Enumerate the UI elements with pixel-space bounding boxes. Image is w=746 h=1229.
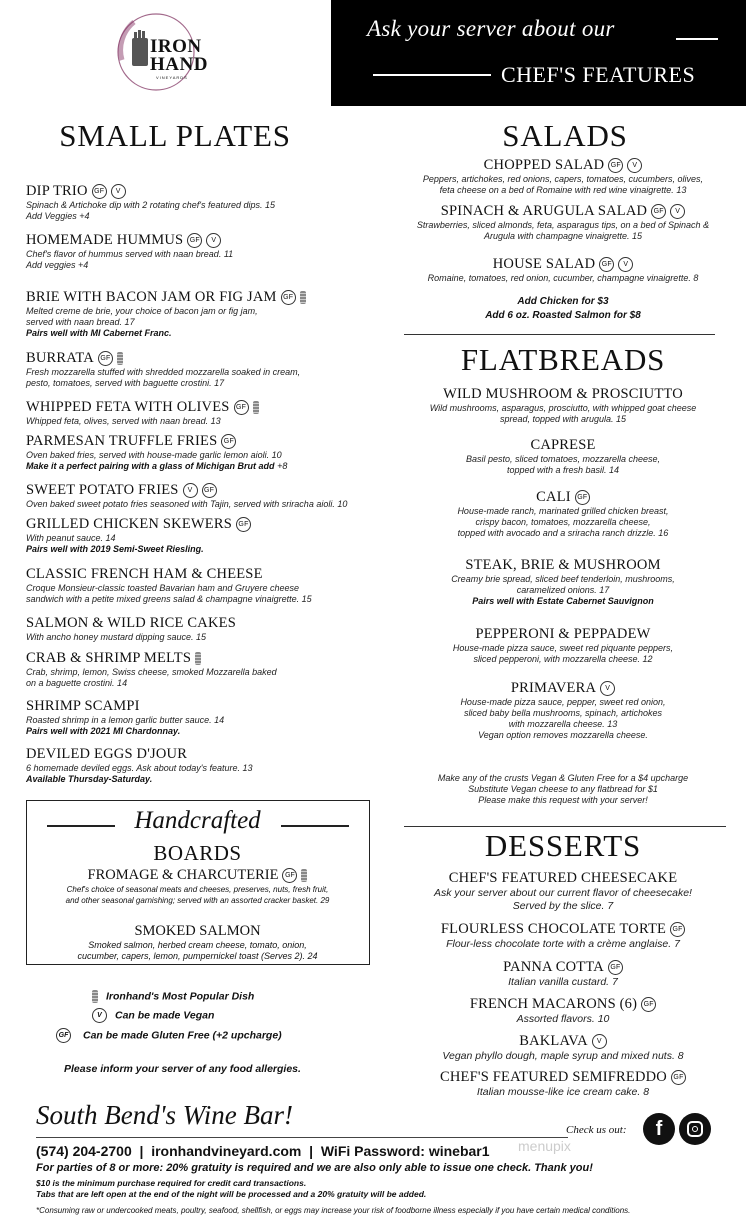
logo-line-3: VINEYARDS (156, 75, 188, 80)
gluten-free-icon: GF (575, 490, 590, 505)
instagram-icon[interactable] (679, 1113, 711, 1145)
gluten-free-icon: GF (56, 1028, 71, 1043)
item-desc: Arugula with champagne vinaigrette. 15 (483, 231, 643, 241)
item-desc: with mozzarella cheese. 13 (508, 719, 618, 729)
menu-item (26, 615, 356, 643)
item-desc: on a baguette crostini. 14 (26, 678, 128, 688)
menu-item (400, 870, 726, 913)
item-name: GRILLED CHICKEN SKEWERS (26, 516, 232, 532)
gluten-free-icon: GF (651, 204, 666, 219)
item-name: HOUSE SALAD (492, 256, 596, 272)
vegan-icon: V (600, 681, 615, 696)
banner-rule (373, 74, 491, 76)
addon-chicken: Add Chicken for $3 (517, 296, 609, 307)
item-name: PANNA COTTA (503, 959, 604, 975)
item-desc: Melted creme de brie, your choice of bacon jam or fig jam, (26, 306, 258, 316)
gluten-free-icon: GF (282, 868, 297, 883)
item-desc: Vegan option removes mozzarella cheese. (478, 730, 648, 740)
item-name: PRIMAVERA (510, 680, 597, 696)
item-desc: Peppers, artichokes, red onions, capers, tomatoes, cucumbers, olives, (422, 174, 704, 184)
gluten-free-icon: GF (599, 257, 614, 272)
gluten-free-icon: GF (221, 434, 236, 449)
boards-title: BOARDS (153, 841, 242, 865)
item-name: PARMESAN TRUFFLE FRIES (26, 433, 218, 449)
section-divider (404, 334, 715, 335)
boards-box (26, 800, 370, 965)
gluten-free-icon: GF (641, 997, 656, 1012)
item-desc: House-made pizza sauce, pepper, sweet red onion, (460, 697, 666, 707)
item-desc: Assorted flavors. 10 (516, 1013, 610, 1025)
banner-rule (676, 38, 718, 40)
item-desc: spread, topped with arugula. 15 (499, 414, 627, 424)
item-name: DIP TRIO (26, 183, 88, 199)
item-desc: With peanut sauce. 14 (26, 533, 116, 543)
gluten-free-icon: GF (608, 158, 623, 173)
item-name: SWEET POTATO FRIES (26, 482, 179, 498)
boards-title-script: Handcrafted (134, 807, 261, 834)
item-desc: Italian mousse-like ice cream cake. 8 (476, 1086, 650, 1098)
popular-dish-icon (92, 990, 98, 1003)
item-desc: served with naan bread. 17 (26, 317, 135, 327)
consumption-warning: *Consuming raw or undercooked meats, poultry, seafood, shellfish, or eggs may increase your risk of foodborne illness especially if you have certain medical conditions. (36, 1206, 631, 1215)
gluten-free-icon: GF (202, 483, 217, 498)
item-name: FLOURLESS CHOCOLATE TORTE (440, 921, 667, 937)
menu-item (26, 482, 356, 510)
popular-dish-icon (117, 352, 123, 365)
item-desc: House-made pizza sauce, sweet red piquante peppers, (452, 643, 674, 653)
item-desc: Chef's choice of seasonal meats and cheeses, preserves, nuts, fresh fruit, (66, 885, 329, 894)
vegan-icon: V (592, 1034, 607, 1049)
menu-item (26, 399, 356, 427)
menu-item (26, 289, 356, 339)
item-name: HOMEMADE HUMMUS (26, 232, 184, 248)
tagline: South Bend's Wine Bar! (36, 1100, 293, 1130)
item-pairing: Pairs well with 2019 Semi-Sweet Riesling. (26, 544, 204, 554)
gluten-free-icon: GF (671, 1070, 686, 1085)
contact-line: (574) 204-2700 | ironhandvineyard.com | WiFi Password: winebar1 (36, 1143, 490, 1159)
menu-item (400, 256, 726, 284)
salad-addons (400, 295, 726, 323)
menu-item (400, 1069, 726, 1099)
menu-item (400, 959, 726, 989)
popular-dish-icon (253, 401, 259, 414)
legend-gf (56, 1028, 282, 1043)
item-name: STEAK, BRIE & MUSHROOM (465, 557, 661, 573)
ironhand-logo (112, 8, 222, 92)
flatbread-note: Substitute Vegan cheese to any flatbread for $1 (468, 784, 658, 794)
item-desc: sandwich with a petite mixed greens salad & champagne vinaigrette. 15 (26, 594, 312, 604)
popular-dish-icon (301, 869, 307, 882)
item-name: CHOPPED SALAD (483, 157, 605, 173)
item-desc: Add veggies +4 (26, 260, 89, 270)
gluten-free-icon: GF (608, 960, 623, 975)
item-desc: feta cheese on a bed of Romaine with red wine vinaigrette. 13 (439, 185, 687, 195)
gluten-free-icon: GF (236, 517, 251, 532)
banner-line-1: Ask your server about our (367, 16, 615, 41)
menu-item (400, 203, 726, 242)
legend-popular-text: Ironhand's Most Popular Dish (106, 990, 255, 1003)
item-desc: Strawberries, sliced almonds, feta, asparagus tips, on a bed of Spinach & (416, 220, 710, 230)
menu-item (400, 437, 726, 476)
menu-item (26, 183, 356, 222)
item-name: CHEF'S FEATURED CHEESECAKE (448, 870, 678, 886)
menu-item (400, 1033, 726, 1063)
vegan-icon: V (618, 257, 633, 272)
menu-item (26, 566, 356, 605)
item-name: BRIE WITH BACON JAM OR FIG JAM (26, 289, 277, 305)
item-name: CALI (536, 489, 571, 505)
menu-item (26, 698, 356, 737)
item-pairing: Make it a perfect pairing with a glass of Michigan Brut add (26, 461, 275, 471)
item-desc: Whipped feta, olives, served with naan bread. 13 (26, 416, 221, 426)
item-name: CAPRESE (530, 437, 596, 453)
menu-item (400, 996, 726, 1026)
popular-dish-icon (300, 291, 306, 304)
item-name: CHEF'S FEATURED SEMIFREDDO (440, 1069, 667, 1085)
menu-item (400, 921, 726, 951)
item-desc: Roasted shrimp in a lemon garlic butter sauce. 14 (26, 715, 225, 725)
section-divider (404, 826, 726, 827)
item-desc: Flour-less chocolate torte with a crème anglaise. 7 (446, 938, 680, 950)
item-pairing: Pairs well with Estate Cabernet Sauvignon (472, 596, 654, 606)
flatbreads-title: FLATBREADS (460, 342, 666, 377)
logo-line-2: HAND (150, 54, 208, 75)
addon-salmon: Add 6 oz. Roasted Salmon for $8 (485, 310, 641, 321)
menu-item (26, 650, 356, 689)
menu-item (400, 489, 726, 539)
item-name: WILD MUSHROOM & PROSCIUTTO (443, 386, 683, 402)
item-name: BAKLAVA (519, 1033, 588, 1049)
item-desc: House-made ranch, marinated grilled chicken breast, (457, 506, 669, 516)
desserts-title: DESSERTS (484, 828, 642, 863)
menu-item (26, 433, 356, 472)
item-desc: Spinach & Artichoke dip with 2 rotating chef's featured dips. 15 (26, 200, 276, 210)
small-plates-title: SMALL PLATES (59, 118, 291, 153)
item-name: SALMON & WILD RICE CAKES (26, 615, 236, 631)
footer-rule (36, 1137, 568, 1138)
item-desc: topped with a fresh basil. 14 (506, 465, 620, 475)
gluten-free-icon: GF (187, 233, 202, 248)
vegan-icon: V (111, 184, 126, 199)
legend-vegan (92, 1008, 214, 1023)
vegan-icon: V (183, 483, 198, 498)
gluten-free-icon: GF (92, 184, 107, 199)
gluten-free-icon: GF (234, 400, 249, 415)
chef-features-banner (331, 0, 746, 106)
gluten-free-icon: GF (98, 351, 113, 366)
item-desc: Vegan phyllo dough, maple syrup and mixed nuts. 8 (442, 1050, 684, 1062)
item-name: FRENCH MACARONS (6) (469, 996, 638, 1012)
item-desc: and other seasonal garnishing; served with an assorted cracker basket. 29 (65, 896, 330, 905)
item-name: BURRATA (26, 350, 94, 366)
menu-item (26, 232, 356, 271)
item-desc: Ask your server about our current flavor of cheesecake! (434, 887, 692, 899)
party-policy: For parties of 8 or more: 20% gratuity is required and we are also only able to issue one check. Thank you! (36, 1162, 593, 1174)
board-item (27, 867, 368, 906)
item-desc: Add Veggies +4 (26, 211, 90, 221)
item-desc: Crab, shrimp, lemon, Swiss cheese, smoked Mozzarella baked (26, 667, 277, 677)
vegan-icon: V (92, 1008, 107, 1023)
item-name: WHIPPED FETA WITH OLIVES (26, 399, 230, 415)
item-desc: Romaine, tomatoes, red onion, cucumber, champagne vinaigrette. 8 (427, 273, 699, 283)
item-desc: Oven baked fries, served with house-made garlic lemon aioli. 10 (26, 450, 282, 460)
gluten-free-icon: GF (281, 290, 296, 305)
menu-item (400, 626, 726, 665)
item-desc: sliced baby bella mushrooms, spinach, artichokes (463, 708, 663, 718)
item-name: CRAB & SHRIMP MELTS (26, 650, 192, 666)
item-pairing: Pairs well with MI Cabernet Franc. (26, 328, 172, 338)
banner-line-2: CHEF'S FEATURES (501, 62, 696, 87)
item-desc: Basil pesto, sliced tomatoes, mozzarella cheese, (465, 454, 661, 464)
legend-vegan-text: Can be made Vegan (115, 1009, 215, 1022)
vegan-icon: V (206, 233, 221, 248)
logo-line-1: IRON (150, 36, 202, 57)
item-desc: Croque Monsieur-classic toasted Bavarian ham and Gruyere cheese (26, 583, 299, 593)
item-name: SPINACH & ARUGULA SALAD (440, 203, 648, 219)
menu-item (26, 746, 356, 785)
item-name: FROMAGE & CHARCUTERIE (87, 867, 279, 883)
item-pairing-price: +8 (277, 461, 288, 471)
menu-item (400, 680, 726, 741)
menu-item (400, 157, 726, 196)
item-desc: Oven baked sweet potato fries seasoned with Tajin, served with sriracha aioli. 10 (26, 499, 348, 509)
item-name: SHRIMP SCAMPI (26, 698, 140, 714)
flatbread-note: Make any of the crusts Vegan & Gluten Free for a $4 upcharge (437, 773, 689, 783)
flatbread-note: Please make this request with your server! (478, 795, 648, 805)
facebook-icon[interactable]: f (643, 1113, 675, 1145)
item-desc: sliced pepperoni, with mozzarella cheese. 12 (473, 654, 653, 664)
item-name: DEVILED EGGS D'JOUR (26, 746, 188, 762)
legend-gf-text: Can be made Gluten Free (+2 upcharge) (83, 1029, 282, 1042)
item-desc: crispy bacon, tomatoes, mozzarella cheese, (475, 517, 651, 527)
item-name: SMOKED SALMON (134, 923, 261, 939)
menu-item (26, 516, 356, 555)
item-desc: Fresh mozzarella stuffed with shredded mozzarella soaked in cream, (26, 367, 301, 377)
item-desc: Creamy brie spread, sliced beef tenderloin, mushrooms, (451, 574, 675, 584)
salads-title: SALADS (502, 118, 628, 153)
allergy-notice: Please inform your server of any food allergies. (64, 1063, 301, 1075)
legend-popular (92, 990, 254, 1003)
item-name: CLASSIC FRENCH HAM & CHEESE (26, 566, 263, 582)
vegan-icon: V (627, 158, 642, 173)
item-desc: caramelized onions. 17 (516, 585, 610, 595)
check-us-out: Check us out: (566, 1124, 627, 1136)
popular-dish-icon (195, 652, 201, 665)
menu-item (400, 386, 726, 425)
item-desc: 6 homemade deviled eggs. Ask about today's feature. 13 (26, 763, 253, 773)
watermark: menupix (518, 1138, 571, 1154)
tab-policy: Tabs that are left open at the end of the night will be processed and a 20% gratuity will be added. (36, 1189, 427, 1199)
gluten-free-icon: GF (670, 922, 685, 937)
item-desc: Chef's flavor of hummus served with naan bread. 11 (26, 249, 234, 259)
item-desc: pesto, tomatoes, served with baguette crostini. 17 (26, 378, 225, 388)
card-minimum: $10 is the minimum purchase required for credit card transactions. (36, 1178, 307, 1188)
menu-item (26, 350, 356, 389)
item-desc: Smoked salmon, herbed cream cheese, tomato, onion, (88, 940, 307, 950)
board-item (27, 923, 368, 962)
flatbread-notes (400, 773, 726, 806)
menu-item (400, 557, 726, 607)
item-desc: Wild mushrooms, asparagus, prosciutto, with whipped goat cheese (429, 403, 697, 413)
item-name: PEPPERONI & PEPPADEW (475, 626, 651, 642)
vegan-icon: V (670, 204, 685, 219)
item-desc: topped with avocado and a sriracha ranch drizzle. 16 (457, 528, 669, 538)
item-desc: Served by the slice. 7 (512, 900, 614, 912)
item-pairing: Pairs well with 2021 MI Chardonnay. (26, 726, 181, 736)
item-pairing: Available Thursday-Saturday. (26, 774, 153, 784)
item-desc: Italian vanilla custard. 7 (508, 976, 618, 988)
item-desc: With ancho honey mustard dipping sauce. 15 (26, 632, 207, 642)
item-desc: cucumber, capers, lemon, pumpernickel toast (Serves 2). 24 (77, 951, 318, 961)
